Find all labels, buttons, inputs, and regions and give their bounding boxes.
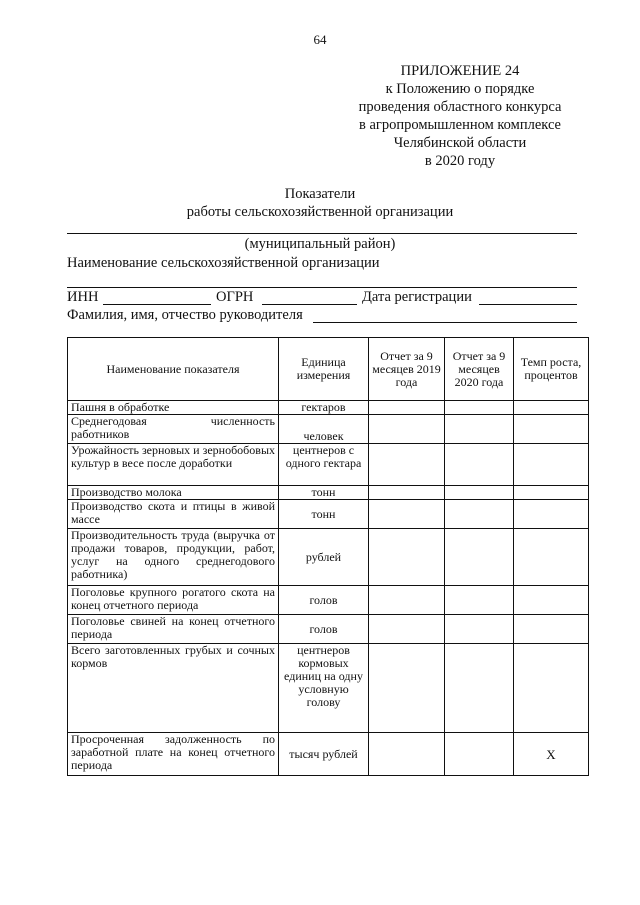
reg-date-field[interactable] [479, 304, 577, 305]
appendix-heading: ПРИЛОЖЕНИЕ 24 [400, 63, 520, 79]
cell-2020[interactable] [445, 615, 514, 644]
row-name: Пашня в обработке [68, 401, 279, 415]
table-header-row [68, 338, 589, 401]
table-row [68, 444, 589, 486]
appendix-line: в 2020 году [424, 153, 496, 169]
header-growth: Темп роста, процентов [514, 338, 589, 401]
row-name: Производство скота и птицы в живой массе [68, 500, 279, 529]
header-name: Наименование показателя [68, 338, 279, 401]
table-row [68, 733, 589, 776]
row-name: Просроченная задолженность по заработной плате на конец отчетного периода [68, 733, 279, 776]
table-row [68, 401, 589, 415]
cell-2020[interactable] [445, 644, 514, 733]
ogrn-field[interactable] [262, 304, 357, 305]
header-report-2020: Отчет за 9 месяцев 2020 года [445, 338, 514, 401]
inn-field[interactable] [103, 304, 211, 305]
row-name: Среднегодовая численность работников [68, 415, 279, 444]
header-report-2019: Отчет за 9 месяцев 2019 года [369, 338, 445, 401]
org-name-underline[interactable] [67, 287, 577, 288]
title-line-1: Показатели [284, 186, 356, 202]
indicators-table [67, 337, 589, 776]
row-unit: гектаров [279, 401, 369, 415]
cell-2020[interactable] [445, 586, 514, 615]
cell-2019[interactable] [369, 500, 445, 529]
appendix-line: Челябинской области [393, 135, 527, 151]
cell-growth[interactable] [514, 500, 589, 529]
cell-2020[interactable] [445, 500, 514, 529]
row-unit: человек [279, 415, 369, 444]
cell-2019[interactable] [369, 444, 445, 486]
row-name: Производство молока [68, 486, 279, 500]
table-row [68, 500, 589, 529]
ogrn-label: ОГРН [216, 289, 254, 305]
cell-growth[interactable] [514, 529, 589, 586]
table-row [68, 615, 589, 644]
row-name: Производительность труда (выручка от продажи товаров, продукции, работ, услуг на одного среднегодового работника) [68, 529, 279, 586]
table-row [68, 486, 589, 500]
cell-growth[interactable] [514, 615, 589, 644]
cell-growth[interactable] [514, 415, 589, 444]
cell-2020[interactable] [445, 529, 514, 586]
cell-growth[interactable] [514, 644, 589, 733]
row-unit: голов [279, 615, 369, 644]
cell-growth[interactable] [514, 444, 589, 486]
inn-label: ИНН [67, 289, 99, 305]
title-line-2: работы сельскохозяйственной организации [186, 204, 454, 220]
row-name: Всего заготовленных грубых и сочных кормов [68, 644, 279, 733]
row-unit: центнеров с одного гектара [279, 444, 369, 486]
appendix-line: в агропромышленном комплексе [358, 117, 561, 133]
cell-2019[interactable] [369, 401, 445, 415]
row-unit: центнеров кормовых единиц на одну условную голову [279, 644, 369, 733]
cell-2020[interactable] [445, 444, 514, 486]
cell-2019[interactable] [369, 644, 445, 733]
row-unit: тонн [279, 500, 369, 529]
page-number: 64 [313, 32, 327, 47]
table-row [68, 529, 589, 586]
header-unit: Единица измерения [279, 338, 369, 401]
row-unit: голов [279, 586, 369, 615]
cell-2019[interactable] [369, 733, 445, 776]
row-name: Урожайность зерновых и зернобобовых культур в весе после доработки [68, 444, 279, 486]
cell-growth[interactable]: Х [514, 733, 589, 776]
district-caption: (муниципальный район) [244, 236, 396, 252]
cell-2020[interactable] [445, 486, 514, 500]
appendix-line: проведения областного конкурса [358, 99, 562, 115]
row-name: Поголовье крупного рогатого скота на конец отчетного периода [68, 586, 279, 615]
cell-2019[interactable] [369, 529, 445, 586]
org-name-label: Наименование сельскохозяйственной организации [67, 255, 380, 271]
table-row [68, 415, 589, 444]
reg-date-label: Дата регистрации [362, 289, 472, 305]
district-underline[interactable] [67, 233, 577, 234]
cell-growth[interactable] [514, 486, 589, 500]
row-name: Поголовье свиней на конец отчетного периода [68, 615, 279, 644]
row-unit: тысяч рублей [279, 733, 369, 776]
cell-2020[interactable] [445, 733, 514, 776]
table-row [68, 586, 589, 615]
row-unit: рублей [279, 529, 369, 586]
manager-label: Фамилия, имя, отчество руководителя [67, 307, 303, 323]
appendix-line: к Положению о порядке [385, 81, 535, 97]
document-title [0, 185, 640, 221]
cell-2019[interactable] [369, 486, 445, 500]
cell-2020[interactable] [445, 415, 514, 444]
manager-field[interactable] [313, 322, 577, 323]
cell-2019[interactable] [369, 615, 445, 644]
cell-2019[interactable] [369, 586, 445, 615]
cell-2020[interactable] [445, 401, 514, 415]
cell-growth[interactable] [514, 586, 589, 615]
appendix-block [330, 62, 590, 170]
table-row [68, 644, 589, 733]
cell-2019[interactable] [369, 415, 445, 444]
row-unit: тонн [279, 486, 369, 500]
cell-growth[interactable] [514, 401, 589, 415]
